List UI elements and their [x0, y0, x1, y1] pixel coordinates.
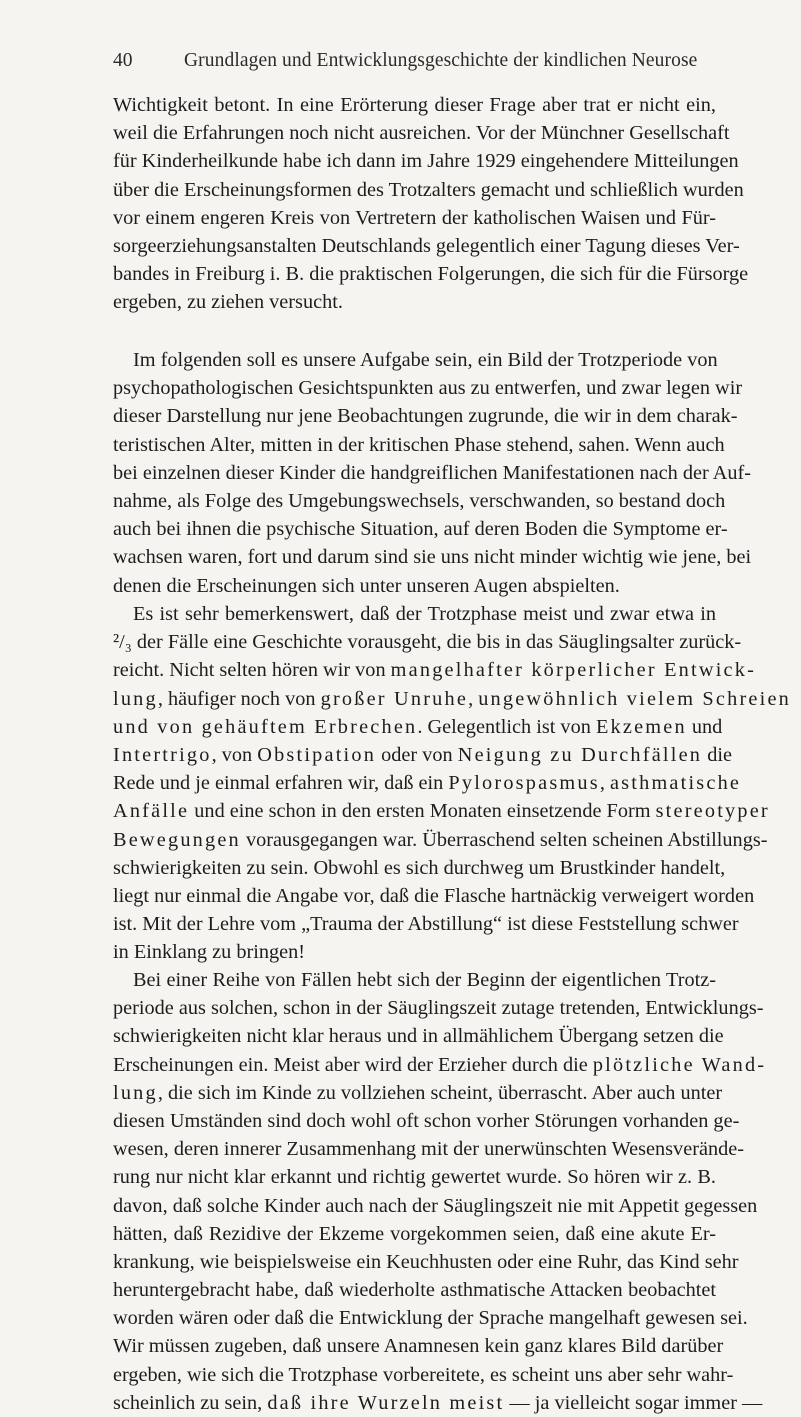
text-run: nahme, als Folge des Umgebungswechsels, verschwanden, so bestand doch — [113, 489, 726, 512]
text-line — [113, 288, 716, 316]
text-line — [113, 176, 744, 204]
text-line — [113, 1022, 724, 1050]
text-run: , — [599, 772, 610, 795]
text-run: weil die Erfahrungen noch nicht ausreichen. Vor der Münchner Gesellschaft — [113, 122, 730, 145]
text-line — [113, 882, 755, 910]
text-line — [113, 459, 752, 487]
spaced-emphasis-text: Obstipation — [257, 743, 377, 766]
spaced-emphasis-text: Pylorospasmus — [448, 772, 600, 795]
text-run: , die sich im Kinde zu vollziehen scheint, überrascht. Aber auch unter — [157, 1081, 723, 1104]
paragraph-vorgeschichte — [113, 600, 791, 966]
text-run: Erscheinungen ein. Meist aber wird der Erzieher durch die — [113, 1053, 593, 1076]
text-run: über die Erscheinungsformen des Trotzalters gemacht und schließlich wurden — [113, 178, 744, 201]
text-line — [113, 543, 752, 571]
text-line — [113, 994, 764, 1022]
text-run: — ja vielleicht sogar immer — — [504, 1391, 763, 1414]
text-run: ergeben, zu ziehen versucht. — [113, 291, 343, 314]
text-run: bei einzelnen dieser Kinder die handgreiflichen Manifestationen nach der Auf- — [113, 461, 752, 484]
running-title: Grundlagen und Entwicklungsgeschichte der kindlichen Neurose — [184, 50, 698, 71]
paragraph-trotzperiode-bild — [113, 346, 752, 600]
text-run: , — [468, 687, 479, 710]
text-run: scheinlich zu sein, — [113, 1391, 268, 1414]
text-line — [113, 1361, 734, 1389]
text-line — [113, 600, 716, 628]
text-line — [113, 1248, 739, 1276]
text-run: Wichtigkeit betont. In eine Erörterung dieser Frage aber trat er nicht ein, — [113, 94, 716, 116]
text-run: rung nur nicht klar erkannt und richtig gewertet wurde. So hören wir z. B. — [113, 1166, 716, 1189]
text-run: vorausgegangen war. Überraschend selten scheinen Abstillungs- — [240, 828, 768, 851]
text-run: denen die Erscheinungen sich unter unseren Augen abspielten. — [113, 574, 620, 597]
text-line — [113, 374, 743, 402]
text-run: schwierigkeiten nicht klar heraus und in allmählichem Übergang setzen die — [113, 1025, 724, 1048]
spaced-emphasis-text: ungewöhnlich vielem Schreien — [478, 687, 791, 710]
text-line — [113, 1276, 716, 1304]
text-line — [113, 515, 728, 543]
paragraph-beginn-trotzperiode — [113, 966, 767, 1417]
text-run: davon, daß solche Kinder auch nach der Säuglingszeit nie mit Appetit gegessen — [113, 1194, 758, 1217]
text-line — [113, 402, 738, 430]
text-run: reicht. Nicht selten hören wir von — [113, 659, 391, 682]
text-run: die — [702, 743, 732, 766]
text-line — [113, 628, 742, 656]
text-line — [113, 656, 757, 684]
text-run: bandes in Freiburg i. B. die praktischen Folgerungen, die sich für die Fürsorge — [113, 263, 749, 286]
text-run: , von — [211, 743, 258, 766]
text-run: diesen Umständen sind doch wohl oft schon vorher Störungen vorhanden ge- — [113, 1109, 740, 1132]
text-run: liegt nur einmal die Angabe vor, daß die Flasche hartnäckig verweigert worden — [113, 884, 755, 907]
text-run: vor einem engeren Kreis von Vertretern der katholischen Waisen und Für- — [113, 206, 716, 229]
text-line — [113, 487, 726, 515]
text-line — [113, 260, 749, 288]
text-run: heruntergebracht habe, daß wiederholte asthmatische Attacken beobachtet — [113, 1279, 716, 1302]
text-line — [113, 1389, 763, 1417]
text-run: wesen, deren innerer Zusammenhang mit der unerwünschten Wesensverände- — [113, 1138, 744, 1161]
text-line — [113, 346, 716, 374]
text-line — [113, 713, 723, 741]
text-line — [113, 1304, 748, 1332]
text-line — [113, 769, 742, 797]
text-run: teristischen Alter, mitten in der kritischen Phase stehend, sahen. Wenn auch — [113, 433, 725, 456]
text-run: schwierigkeiten zu sein. Obwohl es sich durchweg um Brustkinder handelt, — [113, 856, 726, 879]
text-run: und — [686, 715, 723, 738]
text-line — [113, 204, 716, 232]
text-line — [113, 1135, 744, 1163]
text-line — [113, 1192, 758, 1220]
text-line — [113, 938, 716, 966]
paragraph-continuation — [113, 91, 749, 317]
text-run: worden wären oder daß die Entwicklung der Sprache mangelhaft gewesen sei. — [113, 1307, 748, 1330]
text-run: auch bei ihnen die psychische Situation, auf deren Boden die Symptome er- — [113, 518, 728, 541]
text-line — [113, 431, 725, 459]
text-run: periode aus solchen, schon in der Säuglingszeit zutage tretenden, Entwicklungs- — [113, 997, 764, 1020]
text-line — [113, 910, 739, 938]
text-line — [113, 741, 732, 769]
text-run: hätten, daß Rezidive der Ekzeme vorgekommen seien, daß eine akute Er- — [113, 1222, 716, 1245]
text-run: , häufiger noch von — [157, 687, 321, 710]
text-run: für Kinderheilkunde habe ich dann im Jahre 1929 eingehendere Mitteilungen — [113, 150, 739, 173]
text-line — [113, 826, 768, 854]
spaced-emphasis-text: lung — [113, 1081, 158, 1104]
spaced-emphasis-text: daß ihre Wurzeln meist — [267, 1391, 505, 1414]
spaced-emphasis-text: lung — [113, 687, 158, 710]
spaced-emphasis-text: Intertrigo — [113, 743, 212, 766]
spaced-emphasis-text: und von gehäuftem Erbrechen — [113, 715, 418, 738]
text-line — [113, 1163, 716, 1191]
text-run: dieser Darstellung nur jene Beobachtungen zugrunde, die wir in dem charak- — [113, 405, 738, 428]
text-line — [113, 232, 740, 260]
spaced-emphasis-text: Anfälle — [113, 800, 190, 823]
spaced-emphasis-text: großer Unruhe — [320, 687, 469, 710]
text-line — [113, 1051, 767, 1079]
text-run: Bei einer Reihe von Fällen hebt sich der Beginn der eigentlichen Trotz- — [133, 969, 716, 991]
text-line — [113, 119, 730, 147]
text-line — [113, 572, 716, 600]
spaced-emphasis-text: Bewegungen — [113, 828, 241, 851]
text-run: ergeben, wie sich die Trotzphase vorbereitete, es scheint uns aber sehr wahr- — [113, 1363, 734, 1386]
text-run: und eine schon in den ersten Monaten einsetzende Form — [189, 800, 656, 823]
spaced-emphasis-text: asthmatische — [609, 772, 742, 795]
text-line — [113, 1079, 723, 1107]
text-run: in Einklang zu bringen! — [113, 941, 306, 964]
text-line — [113, 91, 716, 119]
text-run: ist. Mit der Lehre vom „Trauma der Abstillung“ ist diese Feststellung schwer — [113, 913, 739, 936]
text-run: Es ist sehr bemerkenswert, daß der Trotzphase meist und zwar etwa in — [133, 603, 716, 625]
text-line — [113, 1220, 716, 1248]
page-header — [113, 46, 713, 76]
page-number: 40 — [113, 50, 133, 71]
text-run: krankung, wie beispielsweise ein Keuchhusten oder eine Ruhr, das Kind sehr — [113, 1250, 739, 1273]
text-run: Rede und je einmal erfahren wir, daß ein — [113, 772, 449, 795]
text-run: Wir müssen zugeben, daß unsere Anamnesen kein ganz klares Bild darüber — [113, 1335, 724, 1358]
spaced-emphasis-text: mangelhafter körperlicher Entwick- — [390, 659, 757, 682]
text-run: sorgeerziehungsanstalten Deutschlands gelegentlich einer Tagung dieses Ver- — [113, 234, 740, 257]
text-line — [113, 1107, 740, 1135]
text-run: psychopathologischen Gesichtspunkten aus zu entwerfen, und zwar legen wir — [113, 377, 743, 400]
text-line — [113, 685, 791, 713]
text-run: . Gelegentlich ist von — [417, 715, 596, 738]
spaced-emphasis-text: stereotyper — [655, 800, 770, 823]
text-run: ²/₃ der Fälle eine Geschichte vorausgeht, die bis in das Säuglingsalter zurück- — [113, 631, 742, 654]
text-run: wachsen waren, fort und darum sind sie uns nicht minder wichtig wie jene, bei — [113, 546, 752, 569]
text-run: oder von — [376, 743, 458, 766]
text-run: Im folgenden soll es unsere Aufgabe sein, ein Bild der Trotzperiode von — [133, 349, 718, 371]
spaced-emphasis-text: Neigung zu Durchfällen — [457, 743, 703, 766]
text-line — [113, 1332, 724, 1360]
text-line — [113, 966, 716, 994]
spaced-emphasis-text: plötzliche Wand- — [592, 1053, 767, 1076]
text-line — [113, 854, 726, 882]
spaced-emphasis-text: Ekzemen — [595, 715, 687, 738]
text-line — [113, 147, 739, 175]
text-line — [113, 797, 770, 825]
